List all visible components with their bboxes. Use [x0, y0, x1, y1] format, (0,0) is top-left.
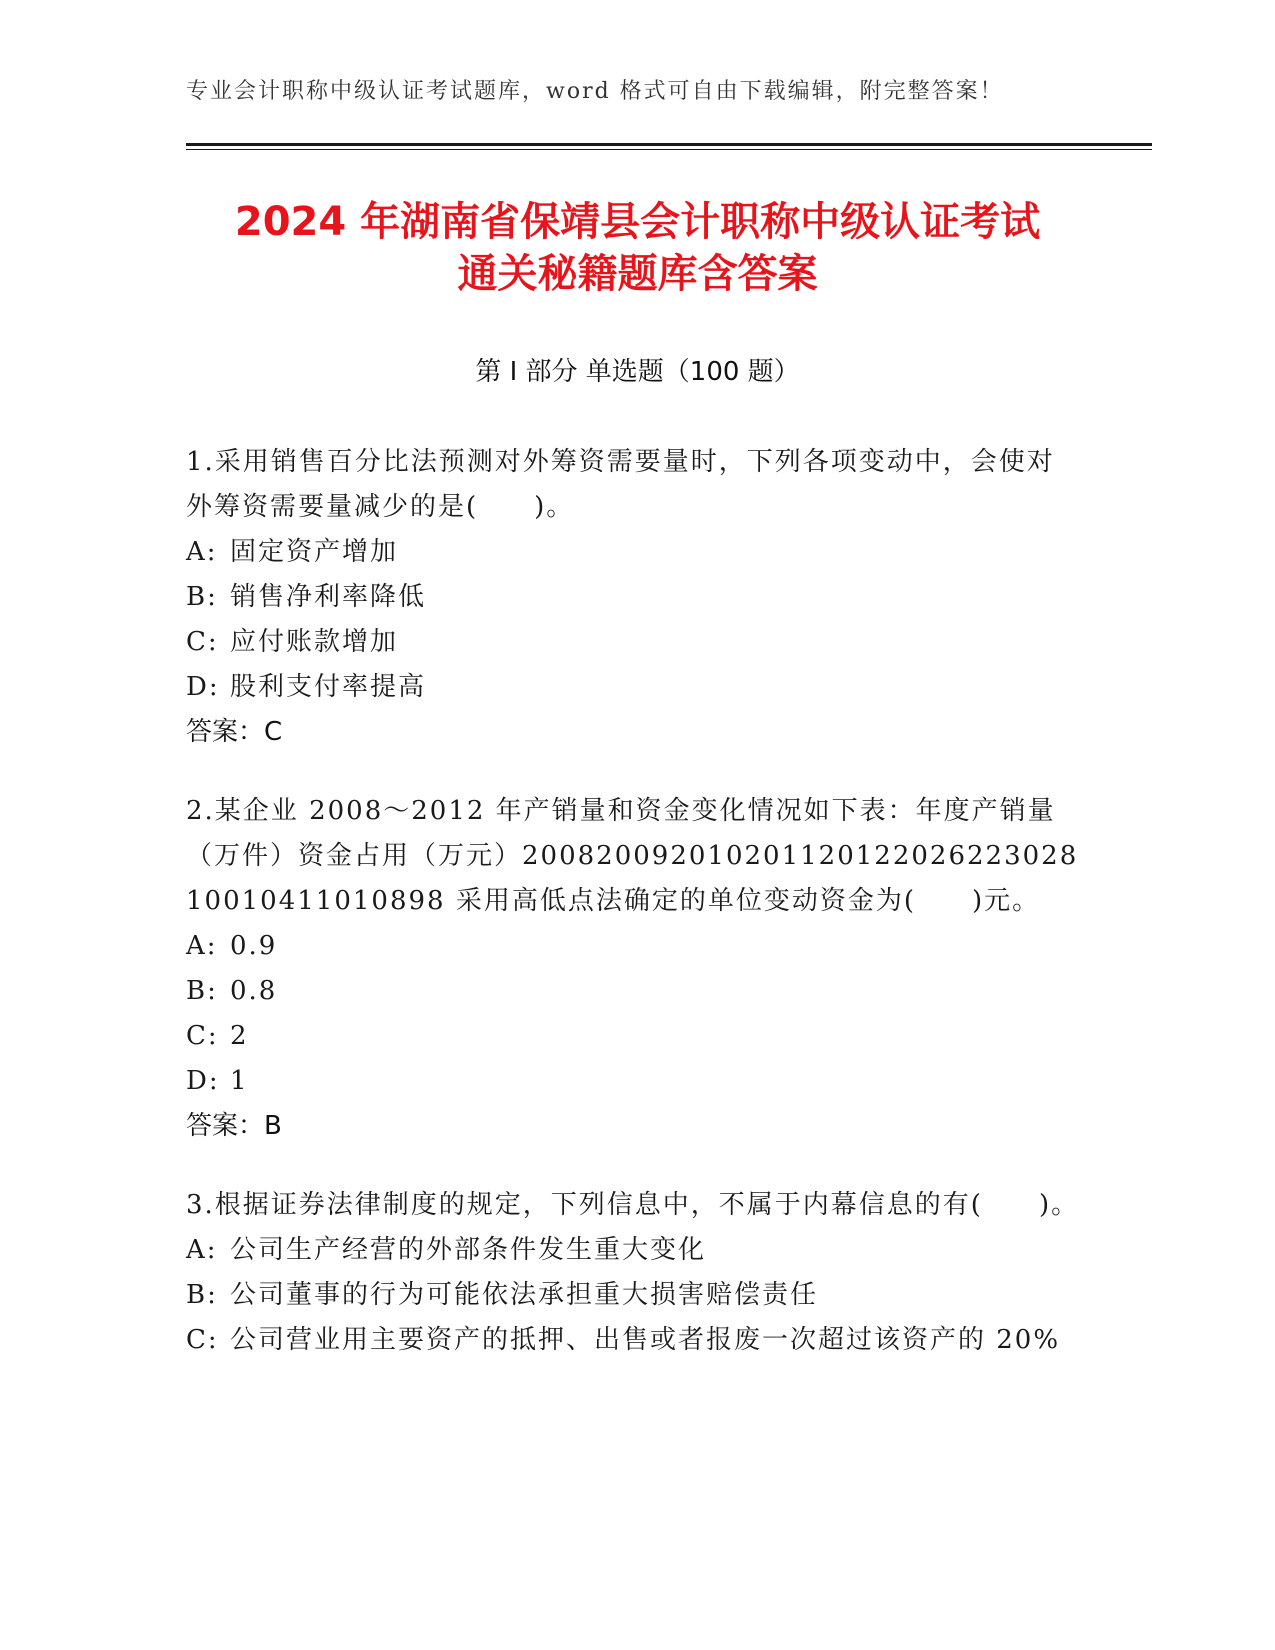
option-c: [186, 620, 1081, 665]
option-a: [186, 924, 1081, 969]
document-title: [150, 196, 1125, 300]
option-d: [186, 1059, 1081, 1104]
option-letter: B:: [186, 976, 218, 1006]
option-letter: C:: [186, 1325, 219, 1355]
option-letter: A:: [186, 931, 218, 961]
question-stem: 2.某企业 2008～2012 年产销量和资金变化情况如下表：年度产销量（万件）资金占用（万元）20082009201020112012202622302810010411010898 采用高低点法确定的单位变动资金为( )元。: [186, 796, 1079, 916]
option-b: [186, 1273, 1081, 1318]
option-d: [186, 665, 1081, 710]
option-a: [186, 1228, 1081, 1273]
title-line-1: 2024 年湖南省保靖县会计职称中级认证考试: [234, 199, 1041, 245]
option-text: 应付账款增加: [230, 627, 399, 657]
question-list: [186, 440, 1081, 1397]
question-2: [186, 789, 1081, 1149]
option-text: 0.9: [230, 931, 278, 961]
option-letter: B:: [186, 1280, 218, 1310]
option-letter: C:: [186, 1021, 219, 1051]
option-text: 2: [230, 1021, 249, 1051]
question-1: [186, 440, 1081, 755]
option-c: [186, 1014, 1081, 1059]
answer-label: 答案：C: [186, 717, 283, 747]
option-letter: A:: [186, 537, 218, 567]
option-a: [186, 530, 1081, 575]
option-letter: D:: [186, 672, 220, 702]
answer-label: 答案：B: [186, 1111, 282, 1141]
option-text: 销售净利率降低: [230, 582, 427, 612]
option-b: [186, 969, 1081, 1014]
option-text: 1: [230, 1066, 249, 1096]
option-b: [186, 575, 1081, 620]
header-note: 专业会计职称中级认证考试题库，word 格式可自由下载编辑，附完整答案！: [186, 79, 1004, 104]
option-letter: A:: [186, 1235, 218, 1265]
question-stem: 3.根据证券法律制度的规定，下列信息中，不属于内幕信息的有( )。: [186, 1190, 1080, 1220]
option-letter: D:: [186, 1066, 220, 1096]
option-letter: C:: [186, 627, 219, 657]
question-3: [186, 1183, 1081, 1363]
title-line-2: 通关秘籍题库含答案: [457, 251, 818, 297]
option-text: 公司生产经营的外部条件发生重大变化: [230, 1235, 707, 1265]
header-rule-thick: [186, 143, 1152, 146]
option-text: 固定资产增加: [230, 537, 399, 567]
option-c: [186, 1318, 1081, 1363]
option-text: 股利支付率提高: [230, 672, 427, 702]
section-heading: 第 I 部分 单选题（100 题）: [475, 357, 800, 387]
option-letter: B:: [186, 582, 218, 612]
option-text: 公司营业用主要资产的抵押、出售或者报废一次超过该资产的 20%: [230, 1325, 1061, 1355]
option-text: 公司董事的行为可能依法承担重大损害赔偿责任: [230, 1280, 819, 1310]
option-text: 0.8: [230, 976, 278, 1006]
question-stem: 1.采用销售百分比法预测对外筹资需要量时，下列各项变动中，会使对外筹资需要量减少的是( )。: [186, 447, 1055, 522]
header-rule-thin: [186, 149, 1152, 150]
